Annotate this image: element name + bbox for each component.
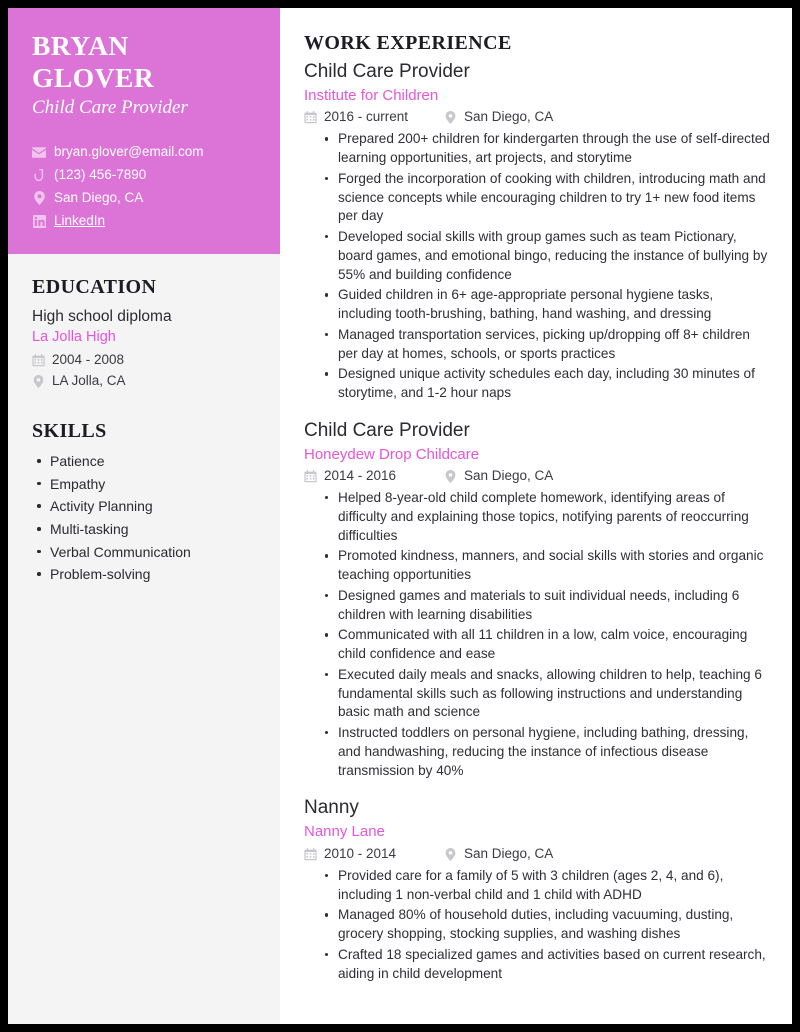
- jobs-container: [304, 60, 770, 983]
- contact-row[interactable]: [32, 188, 256, 209]
- location-pin-icon: [32, 375, 45, 388]
- sidebar: [8, 8, 280, 1024]
- job-bullet-list: [304, 130, 770, 403]
- job-entry: [304, 796, 770, 983]
- job-bullet: Developed social skills with group games such as team Pictionary, board games, and emotional bingo, reducing the instance of bullying by 55% and building confidence: [320, 228, 770, 284]
- education-location: LA Jolla, CA: [52, 373, 126, 389]
- linkedin-icon: [32, 215, 46, 228]
- skill-item: Verbal Communication: [32, 541, 256, 564]
- job-bullet: Forged the incorporation of cooking with children, introducing math and science concepts while encouraging children to try 1+ new food items per day: [320, 170, 770, 226]
- education-heading: EDUCATION: [32, 275, 157, 298]
- calendar-icon: [304, 111, 317, 124]
- education-dates: 2004 - 2008: [52, 352, 125, 368]
- job-bullet: Promoted kindness, manners, and social skills with stories and organic teaching opportunities: [320, 547, 770, 585]
- job-bullet-list: [304, 489, 770, 780]
- job-meta: [304, 107, 770, 128]
- calendar-icon: [304, 470, 317, 483]
- calendar-icon: [304, 848, 317, 861]
- contact-row[interactable]: [32, 142, 256, 163]
- skills-heading: SKILLS: [32, 420, 107, 443]
- job-company: Institute for Children: [304, 86, 439, 104]
- education-section: [8, 276, 280, 392]
- contact-text: (123) 456-7890: [54, 166, 147, 182]
- job-entry: [304, 419, 770, 781]
- job-bullet: Executed daily meals and snacks, allowing children to help, teaching 6 fundamental skills such as following instructions and understanding basic math and science: [320, 666, 770, 722]
- resume-page: [8, 8, 792, 1024]
- education-dates-row: [32, 350, 256, 371]
- contact-text: bryan.glover@email.com: [54, 144, 204, 160]
- contact-text[interactable]: LinkedIn: [54, 212, 106, 228]
- skill-item: Activity Planning: [32, 495, 256, 518]
- job-location: San Diego, CA: [464, 845, 554, 861]
- job-bullet: Guided children in 6+ age-appropriate personal hygiene tasks, including tooth-brushing, bathing, hand washing, and dressing: [320, 286, 770, 324]
- job-dates-row: [304, 107, 444, 128]
- job-dates: 2014 - 2016: [324, 468, 397, 484]
- job-meta: [304, 844, 770, 865]
- job-dates-row: [304, 466, 444, 487]
- candidate-job-title: Child Care Provider: [32, 97, 188, 119]
- skill-item: Multi-tasking: [32, 518, 256, 541]
- job-company: Honeydew Drop Childcare: [304, 445, 480, 463]
- location-pin-icon: [444, 848, 457, 861]
- job-role: Child Care Provider: [304, 419, 470, 441]
- work-experience-column: [280, 8, 792, 1024]
- job-location: San Diego, CA: [464, 109, 554, 125]
- job-bullet: Provided care for a family of 5 with 3 children (ages 2, 4, and 6), including 1 non-verbal child and 1 child with ADHD: [320, 867, 770, 905]
- job-role: Child Care Provider: [304, 61, 470, 82]
- job-dates-row: [304, 844, 444, 865]
- job-bullet: Helped 8-year-old child complete homework, identifying areas of difficulty and explaining those topics, notifying parents of reoccurring difficulties: [320, 489, 770, 545]
- contact-row[interactable]: [32, 165, 256, 186]
- contact-text: San Diego, CA: [54, 189, 144, 205]
- job-company: Nanny Lane: [304, 823, 385, 841]
- job-bullet: Crafted 18 specialized games and activities based on current research, aiding in child development: [320, 946, 770, 984]
- job-bullet: Instructed toddlers on personal hygiene, including bathing, dressing, and handwashing, reducing the instance of infectious disease transmission by 40%: [320, 724, 770, 780]
- job-location-row: [444, 844, 553, 865]
- identity-header: [8, 8, 280, 254]
- job-bullet: Managed 80% of household duties, including vacuuming, dusting, grocery shopping, stocking supplies, and washing dishes: [320, 906, 770, 944]
- contact-list: [32, 142, 256, 232]
- job-location-row: [444, 107, 553, 128]
- education-location-row: [32, 371, 256, 392]
- location-pin-icon: [32, 191, 46, 205]
- work-experience-heading: WORK EXPERIENCE: [304, 32, 512, 54]
- contact-row[interactable]: [32, 211, 256, 232]
- job-bullet-list: [304, 867, 770, 984]
- job-location-row: [444, 466, 553, 487]
- job-meta: [304, 466, 770, 487]
- job-dates: 2010 - 2014: [324, 845, 397, 861]
- skills-section: [8, 420, 280, 586]
- job-bullet: Designed games and materials to suit individual needs, including 6 children with learning disabilities: [320, 587, 770, 625]
- job-bullet: Communicated with all 11 children in a low, calm voice, encouraging child confidence and ease: [320, 626, 770, 664]
- skills-list: [32, 450, 256, 586]
- skill-item: Empathy: [32, 473, 256, 496]
- job-bullet: Prepared 200+ children for kindergarten through the use of self-directed learning opportunities, art projects, and storytime: [320, 130, 770, 168]
- job-bullet: Managed transportation services, picking up/dropping off 8+ children per day at homes, schools, or sports practices: [320, 326, 770, 364]
- education-degree: High school diploma: [32, 307, 172, 325]
- education-school: La Jolla High: [32, 329, 116, 346]
- job-dates: 2016 - current: [324, 109, 409, 125]
- calendar-icon: [32, 354, 45, 367]
- skill-item: Problem-solving: [32, 563, 256, 586]
- skill-item: Patience: [32, 450, 256, 473]
- job-role: Nanny: [304, 797, 359, 819]
- job-entry: [304, 60, 770, 403]
- envelope-icon: [32, 147, 46, 158]
- location-pin-icon: [444, 111, 457, 124]
- job-location: San Diego, CA: [464, 468, 554, 484]
- phone-icon: [32, 169, 46, 182]
- candidate-name: BRYAN GLOVER: [32, 30, 155, 93]
- job-bullet: Designed unique activity schedules each day, including 30 minutes of storytime, and 1-2 hour naps: [320, 365, 770, 403]
- location-pin-icon: [444, 470, 457, 483]
